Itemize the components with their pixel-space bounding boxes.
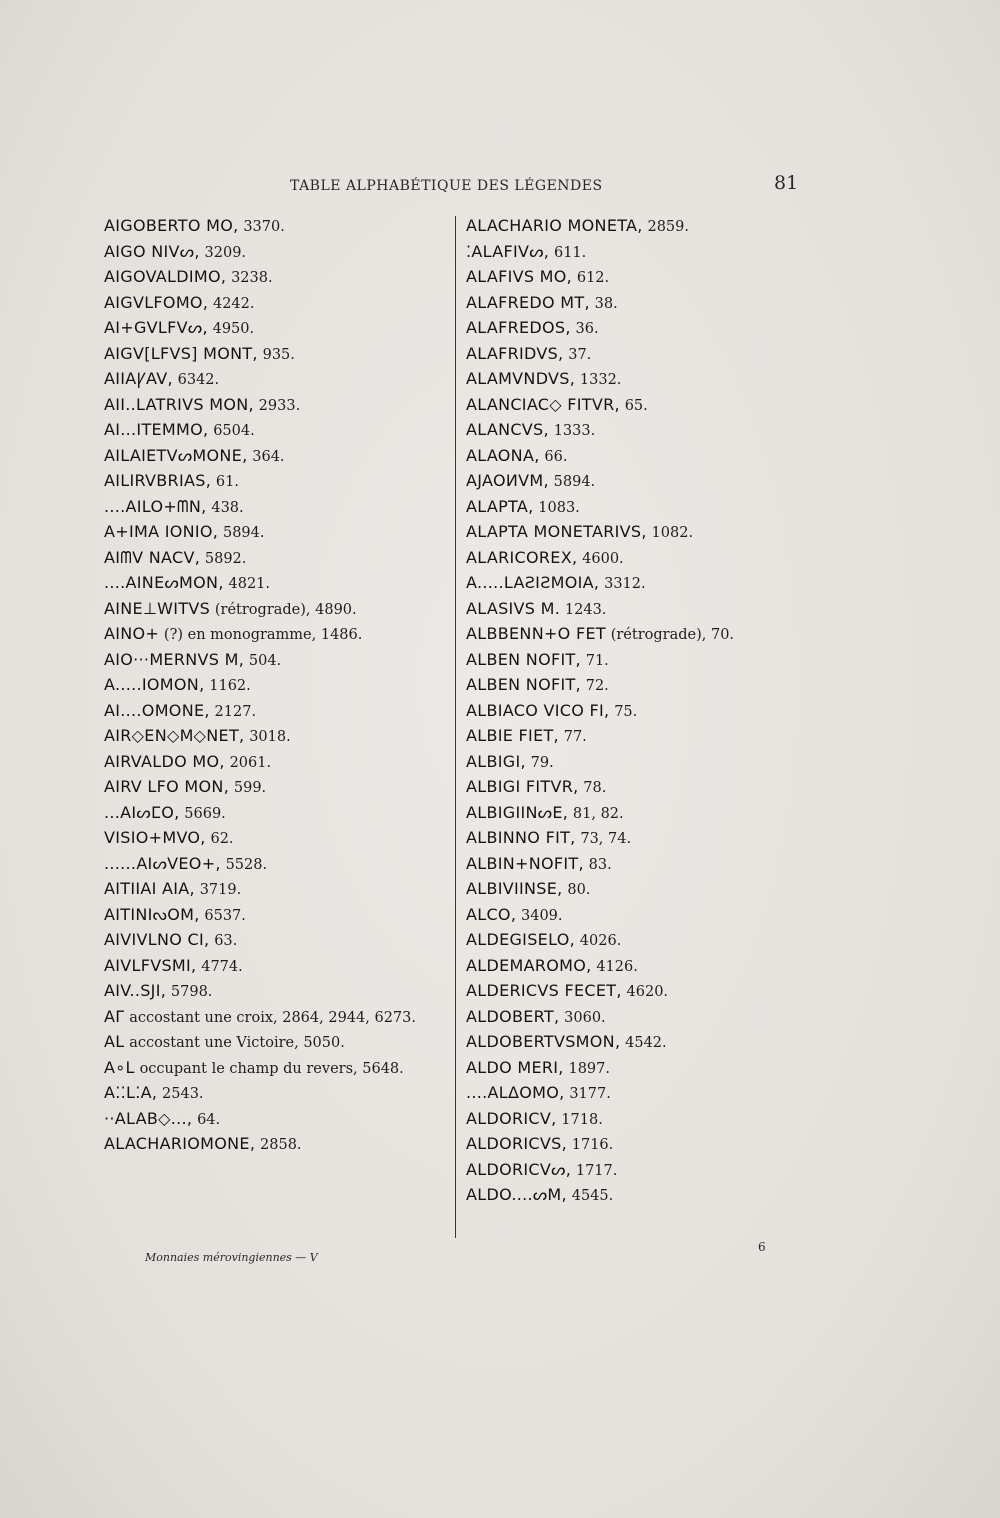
entry-legend: ALDORICV, (466, 1108, 557, 1128)
entry-reference: 83. (588, 856, 612, 873)
entry-reference: (rétrograde), 70. (610, 627, 735, 643)
entry-reference: 4600. (582, 550, 624, 567)
entry-legend: ALBEN NOFIT, (466, 649, 581, 669)
entry-reference: 1717. (575, 1162, 618, 1179)
entry-legend: AIVIVLNO CI, (104, 930, 210, 949)
index-entry (104, 1005, 454, 1031)
entry-reference: 72. (585, 678, 609, 694)
entry-reference: 611. (553, 244, 587, 261)
index-entry (466, 1132, 806, 1158)
entry-legend: AINE⊥WITVS (104, 598, 211, 618)
index-entry (104, 979, 454, 1005)
entry-reference: 3238. (231, 270, 273, 286)
entry-legend: AIO···MERNVS M, (104, 649, 245, 669)
entry-legend: AILIRVBRIAS, (104, 471, 212, 490)
entry-legend: ALBIN+NOFIT, (466, 853, 584, 873)
index-entry (466, 1081, 806, 1107)
index-entry (466, 291, 806, 317)
entry-reference: 79. (530, 754, 554, 771)
entry-legend: ALAFRIDVS, (466, 343, 564, 363)
entry-reference: 5669. (184, 805, 226, 822)
entry-reference: 62. (210, 831, 234, 847)
entry-reference: 5528. (225, 856, 268, 873)
entry-legend: AINO+ (104, 624, 160, 643)
entry-reference: 3409. (521, 907, 563, 924)
entry-reference: 1082. (651, 525, 694, 541)
entry-legend: ⁚ALAFIVᔕ, (466, 241, 550, 261)
entry-legend: AIGOBERTO MO, (104, 216, 239, 235)
entry-legend: AIGV[LFVS] MONT, (104, 343, 258, 363)
index-entry (466, 622, 806, 648)
index-entry (466, 520, 806, 546)
entry-legend: ALBINNO FIT, (466, 828, 576, 847)
entry-legend: ALBIACO VICO FI, (466, 700, 610, 720)
entry-reference: 1162. (209, 678, 251, 694)
entry-legend: AIᗰV NACV, (104, 547, 201, 567)
entry-reference: 4620. (626, 984, 669, 1000)
index-entry (466, 393, 806, 419)
entry-reference: 63. (214, 933, 238, 949)
index-entry (104, 1107, 454, 1133)
entry-legend: AIR◇EN◇M◇NET, (104, 726, 245, 745)
entry-legend: ALDEMAROMO, (466, 955, 592, 975)
entry-reference: 2127. (214, 703, 257, 720)
index-entry (104, 801, 454, 827)
entry-legend: ALBIGIINᔕE, (466, 802, 569, 822)
entry-legend: AIIAꝨAV, (104, 369, 173, 388)
index-entry (104, 495, 454, 521)
entry-reference: 3177. (569, 1086, 611, 1102)
index-entry (466, 1107, 806, 1133)
entry-reference: 66. (544, 448, 568, 465)
index-entry (104, 622, 454, 648)
entry-reference: 4821. (228, 576, 271, 592)
entry-legend: ....AILO+ᗰN, (104, 496, 207, 516)
entry-reference: 1716. (571, 1137, 614, 1153)
entry-legend: ALBIE FIET, (466, 726, 559, 745)
entry-legend: AIGO NIVᔕ, (104, 241, 200, 261)
entry-reference: 599. (233, 780, 267, 796)
index-entry (104, 367, 454, 393)
entry-legend: ALAFREDO MT, (466, 292, 590, 312)
entry-reference: 438. (211, 499, 244, 516)
entry-reference: 2933. (258, 397, 301, 414)
index-entry (466, 418, 806, 444)
entry-legend: ALDOBERTVSMON, (466, 1032, 621, 1051)
entry-legend: ALANCVS, (466, 420, 549, 439)
entry-legend: AΓ (104, 1006, 125, 1026)
entry-reference: 78. (583, 780, 607, 796)
index-entry (466, 826, 806, 852)
index-entry (104, 903, 454, 929)
entry-legend: AIGOVALDIMO, (104, 267, 227, 286)
index-entry (104, 265, 454, 291)
entry-legend: AI....OMONE, (104, 700, 210, 720)
entry-legend: ALDORICVᔕ, (466, 1159, 572, 1179)
entry-legend: ALANCIAC◇ FITVR, (466, 394, 620, 414)
entry-legend: A.....IOMON, (104, 675, 205, 694)
entry-reference: 71. (585, 652, 609, 669)
index-entry (466, 469, 806, 495)
entry-reference: 75. (614, 703, 638, 720)
index-entry (466, 597, 806, 623)
index-entry (466, 928, 806, 954)
index-entry (466, 877, 806, 903)
entry-reference: 65. (624, 397, 648, 414)
entry-legend: AIRVALDO MO, (104, 751, 225, 771)
entry-reference: 1243. (564, 601, 607, 618)
entry-reference: 2859. (647, 219, 689, 235)
index-entry (466, 1030, 806, 1056)
index-entry (466, 724, 806, 750)
index-entry (466, 852, 806, 878)
index-entry (104, 393, 454, 419)
entry-reference: 1083. (538, 499, 580, 516)
entry-reference: 5894. (553, 474, 596, 490)
index-entry (466, 240, 806, 266)
index-entry (104, 699, 454, 725)
column-divider (455, 216, 456, 1238)
index-entry (466, 342, 806, 368)
entry-reference: 37. (568, 346, 592, 363)
entry-legend: AI...ITEMMO, (104, 420, 209, 439)
index-entry (104, 418, 454, 444)
index-entry (466, 1005, 806, 1031)
index-entry (104, 673, 454, 699)
entry-reference: 3370. (243, 219, 285, 235)
index-entry (104, 750, 454, 776)
entry-reference: 3719. (199, 882, 242, 898)
index-entry (104, 954, 454, 980)
index-entry (466, 648, 806, 674)
entry-legend: AI+GVLFVᔕ, (104, 318, 208, 337)
running-head (0, 172, 1000, 202)
entry-legend: ALAONA, (466, 445, 540, 465)
entry-reference: 2543. (162, 1086, 204, 1102)
entry-legend: A∘L (104, 1057, 135, 1077)
entry-reference: (?) en monogramme, 1486. (163, 627, 363, 643)
entry-legend: ALAFIVS MO, (466, 267, 573, 286)
entry-reference: 4026. (579, 933, 622, 949)
index-entry (466, 954, 806, 980)
index-entry (104, 648, 454, 674)
index-entry (104, 342, 454, 368)
index-entry (104, 520, 454, 546)
entry-legend: ALDORICVS, (466, 1134, 567, 1153)
entry-legend: ALDEGISELO, (466, 930, 575, 949)
entry-reference: 6504. (213, 423, 255, 439)
entry-reference: 5798. (170, 984, 213, 1000)
entry-reference: 5892. (204, 550, 247, 567)
entry-legend: ALBIGI, (466, 751, 526, 771)
entry-reference: 4950. (212, 321, 255, 337)
right-column (466, 214, 806, 1209)
index-entry (104, 826, 454, 852)
entry-reference: 2061. (229, 754, 272, 771)
entry-reference: 77. (563, 729, 587, 745)
entry-legend: ALAMVNDVS, (466, 369, 576, 388)
index-entry (466, 1056, 806, 1082)
entry-legend: ALBBENN+O FET (466, 624, 606, 643)
index-entry (104, 1132, 454, 1158)
entry-reference: 935. (262, 346, 295, 363)
entry-legend: ALACHARIO MONETA, (466, 216, 643, 235)
entry-legend: AIV..SJI, (104, 981, 167, 1000)
index-entry (466, 903, 806, 929)
entry-reference: 6537. (204, 907, 246, 924)
entry-reference: 4774. (201, 958, 243, 975)
entry-reference: (rétrograde), 4890. (214, 601, 357, 618)
entry-legend: ALDERICVS FECET, (466, 981, 622, 1000)
entry-legend: ALASIVS M. (466, 598, 561, 618)
index-entry (104, 214, 454, 240)
entry-legend: AIVLFVSMI, (104, 955, 197, 975)
entry-legend: AIGVLFOMO, (104, 292, 209, 312)
entry-legend: ALBEN NOFIT, (466, 675, 581, 694)
entry-legend: ALACHARIOMONE, (104, 1134, 256, 1153)
entry-reference: 3209. (204, 244, 247, 261)
entry-legend: A+IMA IONIO, (104, 522, 219, 541)
entry-reference: 3018. (249, 729, 291, 745)
entry-legend: ALARICOREX, (466, 547, 578, 567)
footer-title: Monnaies mérovingiennes — V (145, 1251, 318, 1264)
entry-legend: A⁚⁚L⁚A, (104, 1083, 158, 1102)
entry-reference: 1718. (561, 1111, 603, 1128)
index-entry (466, 673, 806, 699)
entry-legend: ··ALAB◇..., (104, 1108, 193, 1128)
index-entry (104, 724, 454, 750)
index-entry (104, 444, 454, 470)
entry-reference: 4542. (625, 1035, 667, 1051)
entry-legend: ....ALΔOMO, (466, 1083, 565, 1102)
entry-reference: 504. (248, 652, 282, 669)
index-entry (104, 877, 454, 903)
entry-legend: AITINIᔓOM, (104, 904, 200, 924)
index-entry (104, 240, 454, 266)
entry-reference: 5894. (222, 525, 265, 541)
index-entry (466, 367, 806, 393)
entry-legend: ....AINEᔕMON, (104, 573, 224, 592)
entry-legend: ALAPTA, (466, 496, 534, 516)
entry-reference: 73, 74. (580, 831, 632, 847)
index-entry (466, 775, 806, 801)
entry-reference: 612. (576, 270, 610, 286)
entry-reference: 64. (197, 1111, 221, 1128)
index-entry (104, 469, 454, 495)
index-entry (466, 214, 806, 240)
index-entry (104, 1081, 454, 1107)
entry-legend: ......AIᔕVEO+, (104, 853, 221, 873)
index-entry (466, 699, 806, 725)
index-entry (104, 928, 454, 954)
entry-legend: ALCO, (466, 904, 517, 924)
entry-legend: VISIO+MVO, (104, 828, 206, 847)
entry-reference: 6342. (177, 372, 220, 388)
index-entry (466, 801, 806, 827)
entry-legend: AL (104, 1032, 125, 1051)
index-entry (466, 1183, 806, 1209)
entry-reference: 1333. (553, 423, 596, 439)
index-entry (466, 750, 806, 776)
index-entry (104, 571, 454, 597)
entry-legend: A.....LAƧIƧMOIA, (466, 573, 600, 592)
index-entry (466, 1158, 806, 1184)
index-entry (104, 597, 454, 623)
entry-legend: AII..LATRIVS MON, (104, 394, 254, 414)
index-entry (104, 1056, 454, 1082)
entry-legend: AITIIAI AIA, (104, 879, 195, 898)
entry-legend: AJAOИVM, (466, 471, 549, 490)
entry-reference: 61. (215, 474, 239, 490)
entry-reference: accostant une croix, 2864, 2944, 6273. (129, 1009, 416, 1026)
entry-reference: 2858. (260, 1137, 302, 1153)
index-entry (466, 571, 806, 597)
entry-legend: ALDOBERT, (466, 1006, 560, 1026)
left-column (104, 214, 454, 1158)
signature-mark: 6 (758, 1240, 766, 1254)
entry-legend: AILAIETVᔕMONE, (104, 445, 248, 465)
index-entry (104, 1030, 454, 1056)
entry-reference: occupant le champ du revers, 5648. (139, 1060, 404, 1077)
entry-legend: ALBIVIINSE, (466, 879, 563, 898)
index-entry (466, 495, 806, 521)
entry-reference: 3312. (604, 576, 646, 592)
entry-legend: ALDO....ᔕM, (466, 1185, 567, 1204)
index-entry (466, 546, 806, 572)
entry-legend: ...AIᔕⵎO, (104, 802, 180, 822)
entry-reference: 81, 82. (572, 805, 624, 822)
index-entry (104, 775, 454, 801)
entry-legend: ALDO MERI, (466, 1057, 564, 1077)
entry-reference: 4242. (212, 295, 255, 312)
entry-reference: 36. (575, 321, 599, 337)
entry-legend: AIRV LFO MON, (104, 777, 230, 796)
entry-reference: 38. (594, 295, 618, 312)
entry-reference: 4126. (596, 958, 638, 975)
page-number: 81 (774, 172, 799, 194)
entry-reference: 1332. (579, 372, 622, 388)
index-entry (466, 265, 806, 291)
entry-legend: ALAPTA MONETARIVS, (466, 522, 647, 541)
entry-legend: ALBIGI FITVR, (466, 777, 579, 796)
entry-reference: accostant une Victoire, 5050. (129, 1035, 345, 1051)
index-entry (466, 444, 806, 470)
index-entry (466, 316, 806, 342)
index-entry (104, 316, 454, 342)
index-entry (104, 852, 454, 878)
page-title: TABLE ALPHABÉTIQUE DES LÉGENDES (290, 178, 603, 194)
index-entry (104, 291, 454, 317)
index-entry (466, 979, 806, 1005)
entry-reference: 3060. (564, 1009, 606, 1026)
entry-reference: 80. (567, 882, 591, 898)
entry-reference: 364. (252, 448, 285, 465)
entry-reference: 4545. (571, 1188, 614, 1204)
entry-legend: ALAFREDOS, (466, 318, 571, 337)
entry-reference: 1897. (568, 1060, 610, 1077)
index-entry (104, 546, 454, 572)
